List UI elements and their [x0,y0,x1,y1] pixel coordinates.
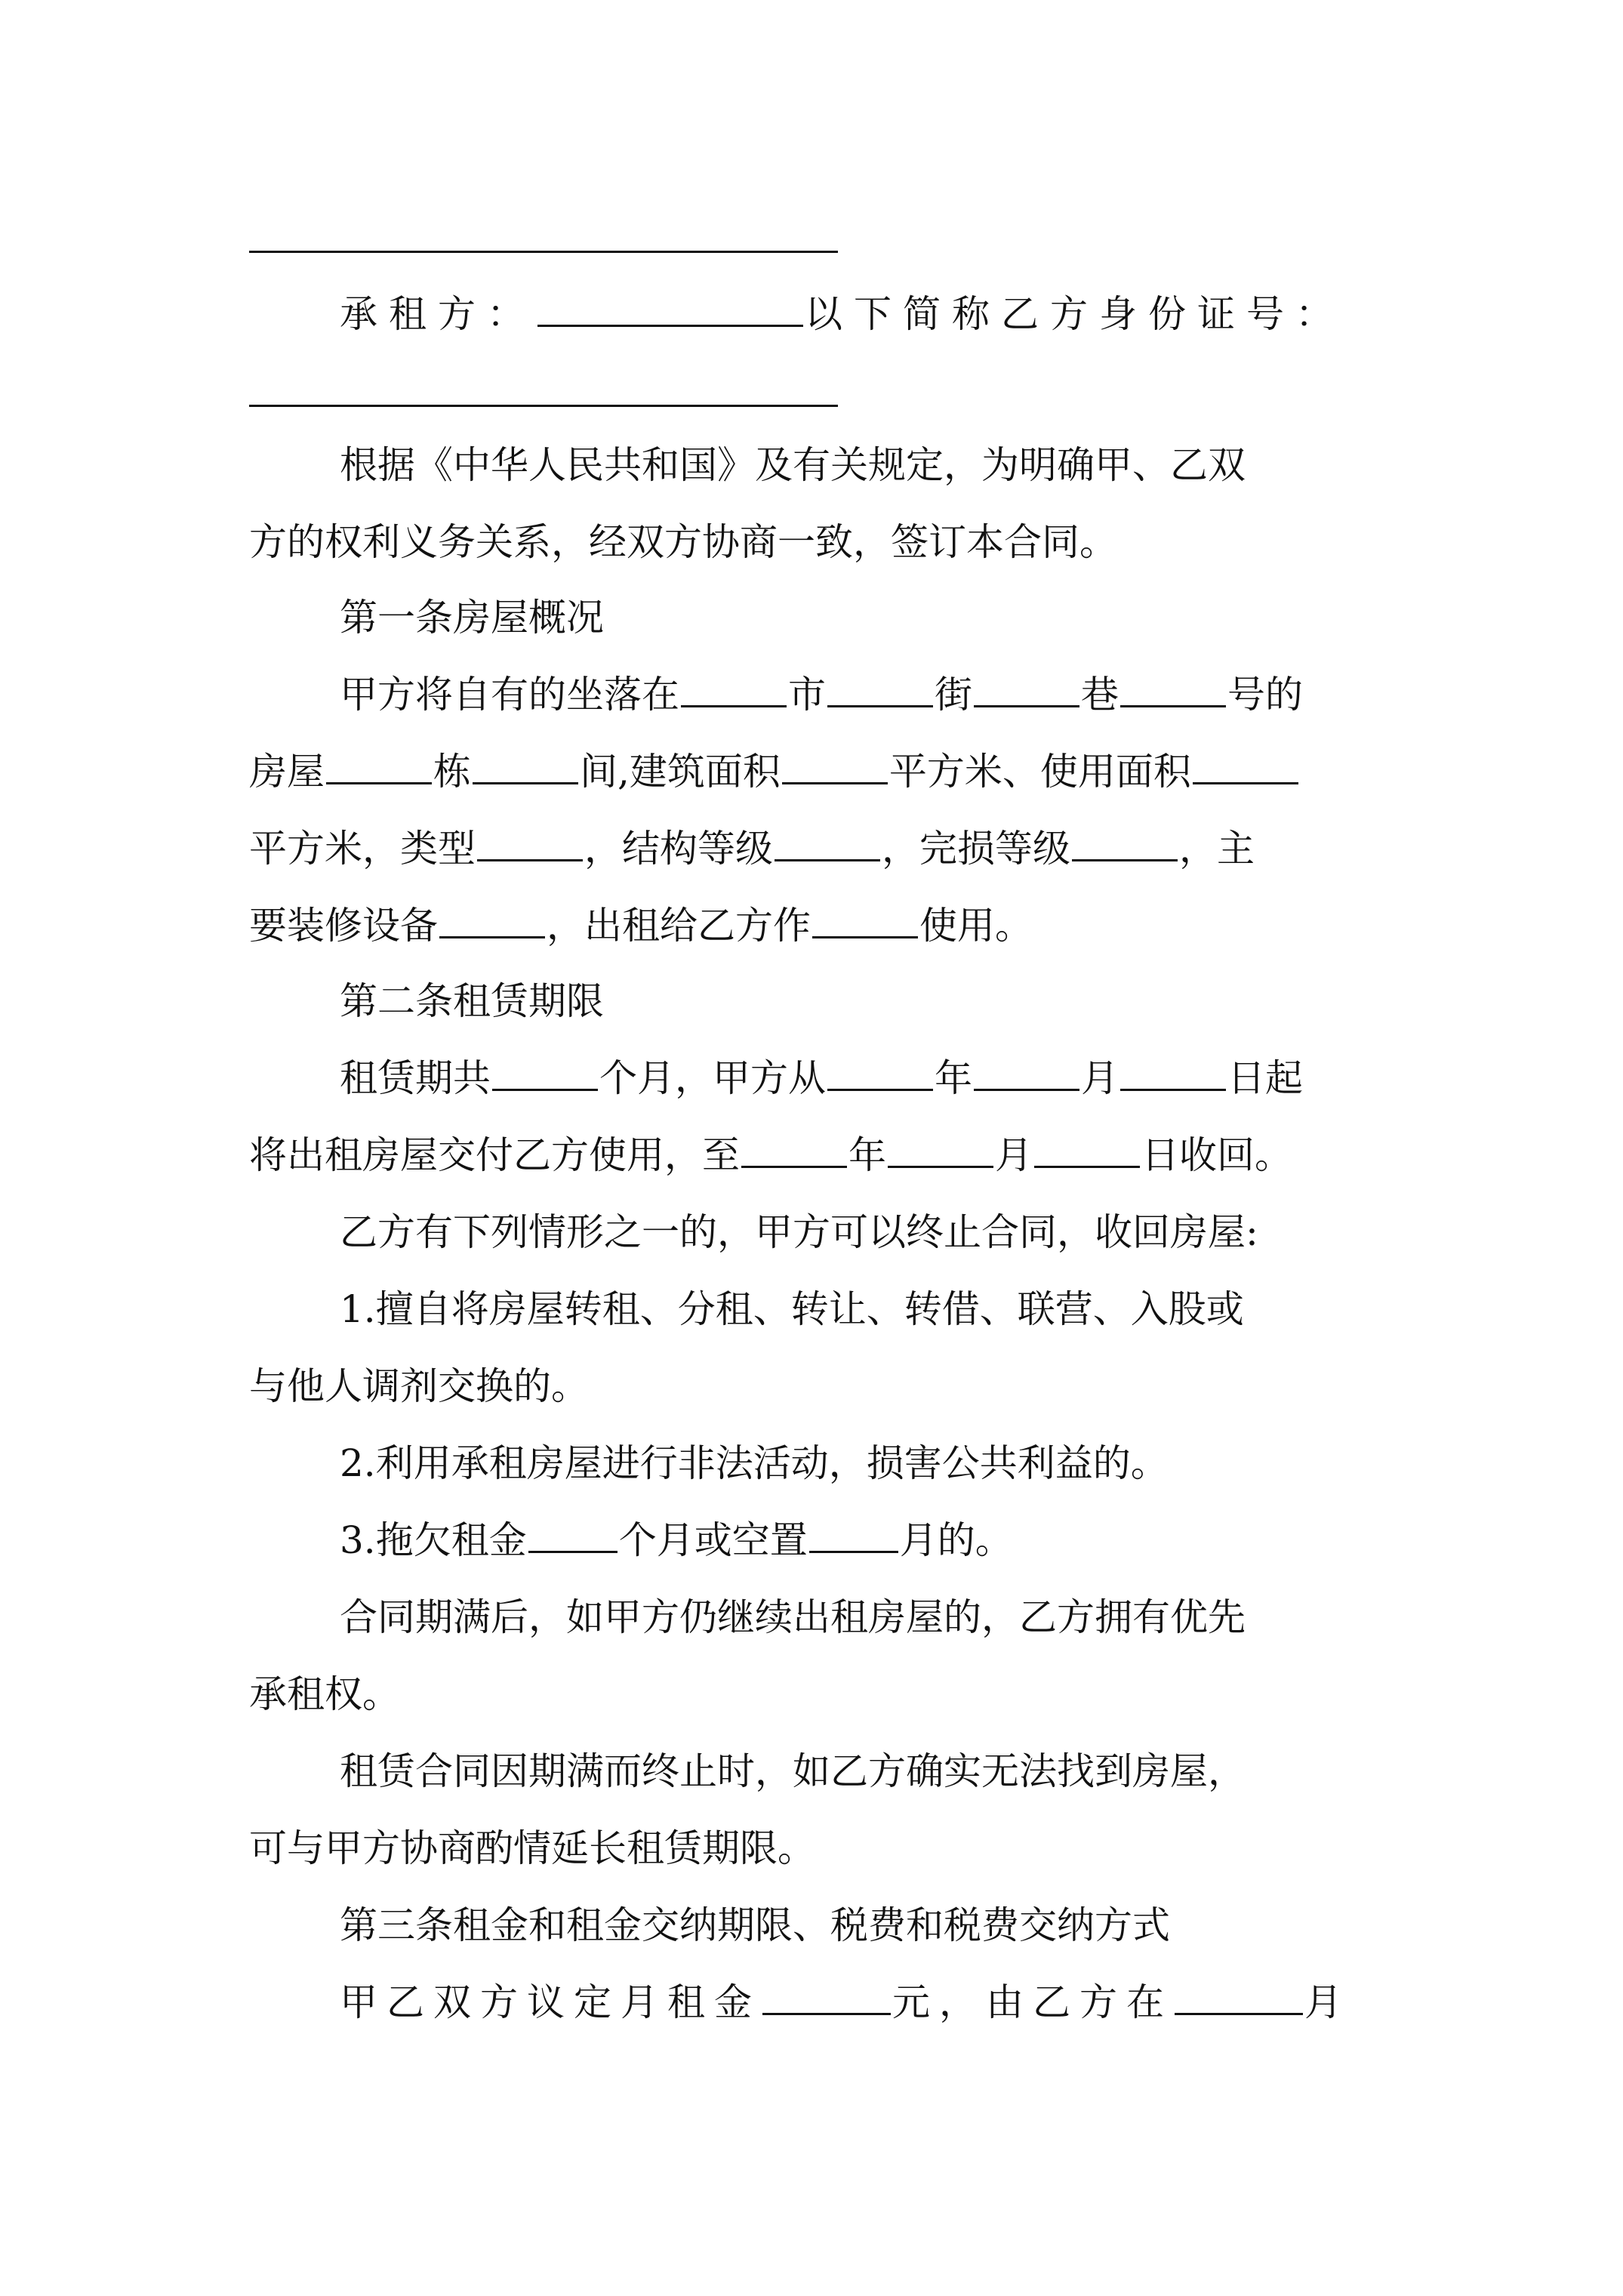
article1-line4: 要装修设备 ，出租给乙方作 使用。 [249,904,1033,948]
renewal-paragraph-line2: 承租权。 [249,1672,400,1716]
building-blank[interactable] [326,749,432,784]
end-day-blank[interactable] [1034,1133,1140,1168]
street-blank[interactable] [827,672,933,707]
end-year-blank[interactable] [741,1133,847,1168]
item2: 2.利用承租房屋进行非法活动，损害公共利益的。 [340,1441,1169,1485]
article3-line1: 甲乙双方议定月租金 元，由乙方在 月 [340,1980,1351,2024]
article1-line1: 甲方将自有的坐落在 市 街 巷 号的 [340,673,1303,717]
purpose-blank[interactable] [812,903,918,938]
usable-area-blank[interactable] [1193,749,1298,784]
extension-paragraph-line1: 租赁合同因期满而终止时，如乙方确实无法找到房屋， [340,1749,1246,1793]
tenant-line [340,290,1389,338]
start-day-blank[interactable] [1120,1056,1226,1091]
arrears-months-blank[interactable] [528,1518,617,1553]
city-blank[interactable] [681,672,787,707]
tenant-id-label: 以下简称乙方身份证号： [805,292,1344,336]
type-blank[interactable] [477,826,583,861]
item1-line2: 与他人调剂交换的。 [249,1364,589,1408]
end-month-blank[interactable] [888,1133,993,1168]
item3: 3.拖欠租金 个月或空置 月的。 [340,1518,1013,1562]
article1-title: 第一条房屋概况 [340,596,604,639]
article1-line3: 平方米，类型 ，结构等级 ，完损等级 ，主 [249,827,1255,871]
months-blank[interactable] [492,1056,598,1091]
termination-intro: 乙方有下列情形之一的，甲方可以终止合同，收回房屋: [340,1210,1258,1254]
id-number-blank-line[interactable] [249,405,838,407]
tenant-label: 承租方： [340,292,536,336]
damage-grade-blank[interactable] [1072,826,1178,861]
item1-line1: 1.擅自将房屋转租、分租、转让、转借、联营、入股或 [340,1287,1244,1331]
article1-line2: 房屋 栋 间,建筑面积 平方米、使用面积 [249,747,1389,796]
article2-line2: 将出租房屋交付乙方使用，至 年 月 日收回。 [249,1133,1292,1177]
intro-paragraph-line1: 根据《中华人民共和国》及有关规定，为明确甲、乙双 [340,443,1246,487]
building-area-blank[interactable] [782,749,888,784]
number-blank[interactable] [1120,672,1226,707]
extension-paragraph-line2: 可与甲方协商酌情延长租赁期限。 [249,1826,815,1870]
start-month-blank[interactable] [974,1056,1079,1091]
signature-blank-line [249,251,838,253]
monthly-rent-blank[interactable] [762,1980,891,2015]
room-blank[interactable] [473,749,578,784]
structure-grade-blank[interactable] [775,826,880,861]
renewal-paragraph-line1: 合同期满后，如甲方仍继续出租房屋的，乙方拥有优先 [340,1595,1246,1639]
tenant-name-blank[interactable] [537,291,803,327]
payment-month-blank[interactable] [1175,1980,1303,2015]
equipment-blank[interactable] [439,903,545,938]
article3-title: 第三条租金和租金交纳期限、税费和税费交纳方式 [340,1903,1170,1947]
article2-title: 第二条租赁期限 [340,979,604,1023]
intro-paragraph-line2: 方的权利义务关系，经双方协商一致，签订本合同。 [249,520,1117,564]
article2-line1: 租赁期共 个月，甲方从 年 月 日起 [340,1056,1303,1100]
lane-blank[interactable] [974,672,1079,707]
start-year-blank[interactable] [827,1056,933,1091]
vacancy-months-blank[interactable] [809,1518,898,1553]
